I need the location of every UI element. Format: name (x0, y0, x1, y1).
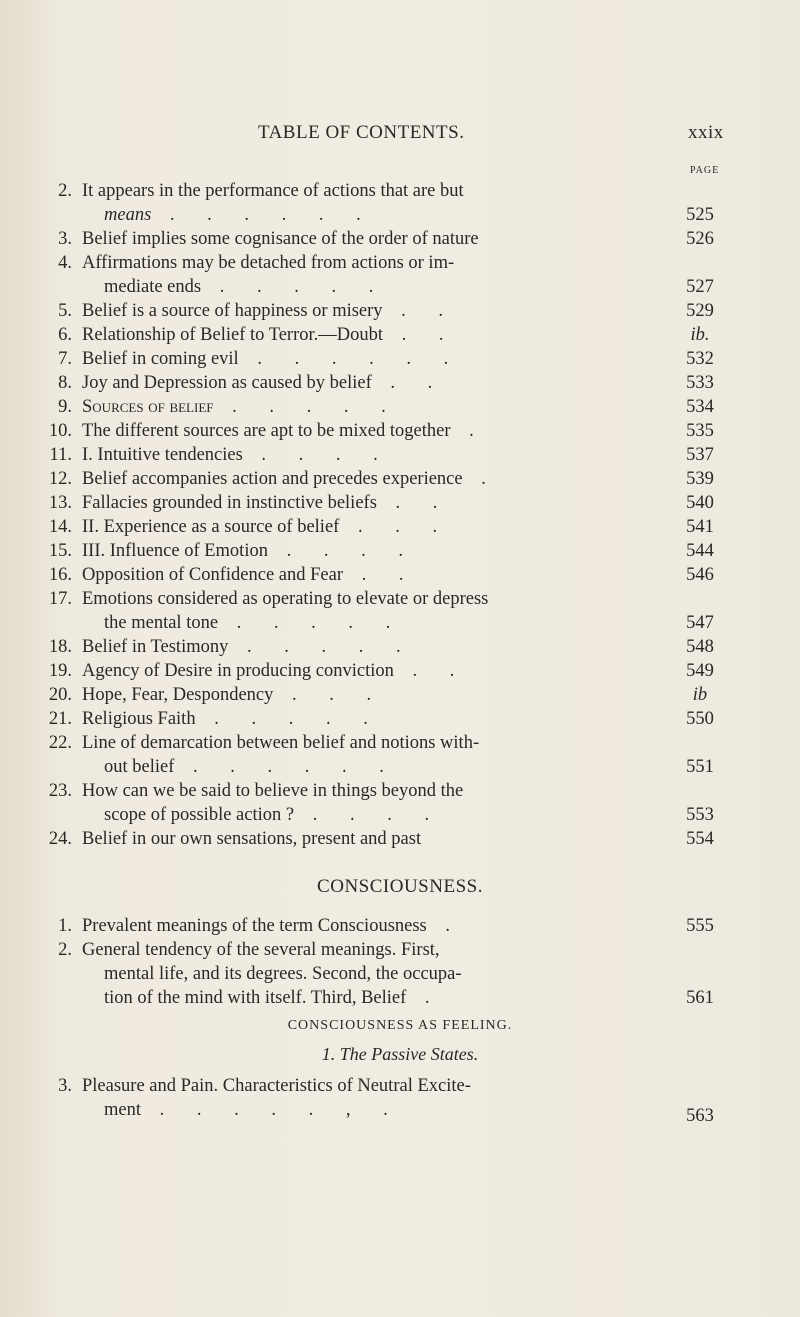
entry-page: 540 (686, 493, 714, 513)
entry-number: 8. (58, 373, 72, 393)
page-folio: xxix (688, 122, 724, 143)
page-column-label: PAGE (690, 165, 720, 176)
entry-page: 535 (686, 421, 714, 441)
entry-line: Relationship of Belief to Terror.—Doubt (82, 325, 383, 345)
entry-line: Line of demarcation between belief and notions with- (82, 733, 480, 753)
entry-text: Emotions considered as operating to elevate or depress (82, 589, 489, 609)
entry-line: Belief accompanies action and precedes experience (82, 469, 463, 489)
entry-line: ment (104, 1100, 141, 1120)
entry-text: Belief in coming evil . . . . . . (82, 349, 463, 369)
subsection-heading: CONSCIOUSNESS AS FEELING. (287, 1018, 513, 1033)
entry-text: Belief accompanies action and precedes experience . (82, 469, 500, 489)
entry-text (82, 827, 657, 851)
entry-number: 13. (48, 493, 72, 513)
entry-line: Prevalent meanings of the term Consciousness (82, 916, 427, 936)
entry-number: 7. (58, 349, 72, 369)
entry-text: Belief is a source of happiness or misery . . (82, 301, 458, 321)
entry-line: means (104, 205, 152, 225)
entry-page: 533 (686, 373, 714, 393)
entry-line: Hope, Fear, Despondency (82, 685, 274, 705)
entry-line: Pleasure and Pain. Characteristics of Neutral Excite- (82, 1076, 471, 1096)
entry-number: 21. (48, 709, 72, 729)
entry-line: The different sources are apt to be mixed together (82, 421, 451, 441)
entry-text: How can we be said to believe in things beyond the scope of possible action ? . . . . (82, 781, 464, 825)
entry-line: scope of possible action ? (104, 805, 295, 825)
entry-page: 527 (686, 277, 714, 297)
entry-line: Belief in our own sensations, present and past (82, 829, 422, 849)
entry-text: Hope, Fear, Despondency . . . (82, 685, 386, 705)
entry-number: 10. (48, 421, 72, 441)
entry-line: General tendency of the several meanings. First, (82, 940, 440, 960)
entry-page: 561 (686, 988, 714, 1008)
subsection-title: 1. The Passive States. (321, 1044, 479, 1064)
entry-number: 1. (58, 916, 72, 936)
entry-number: 3. (58, 229, 72, 249)
entry-text: It appears in the performance of actions that are but means . . . . . . (82, 181, 464, 225)
entry-page: 544 (686, 541, 714, 561)
entry-line: Belief in coming evil (82, 349, 239, 369)
entry-page: 534 (686, 397, 714, 417)
entry-text: General tendency of the several meanings. First, mental life, and its degrees. Second, the occupa- tion of the mind with itself. Third, Belief . (82, 938, 657, 1010)
entry-line: tion of the mind with itself. Third, Belief (104, 988, 407, 1008)
entry-text: II. Experience as a source of belief . . . (82, 517, 452, 537)
entry-text: Joy and Depression as caused by belief . . (82, 373, 447, 393)
entry-page: 550 (686, 709, 714, 729)
entry-page: 563 (686, 1106, 714, 1126)
entry-number: 5. (58, 301, 72, 321)
entry-number: 23. (48, 781, 72, 801)
entry-number: 12. (48, 469, 72, 489)
entry-page: 539 (686, 469, 714, 489)
entry-number: 14. (48, 517, 72, 537)
entry-number: 17. (48, 589, 72, 609)
entry-line: Belief in Testimony (82, 637, 229, 657)
entry-number: 20. (48, 685, 72, 705)
entry-line: Sources of belief (82, 397, 214, 417)
entry-line: I. Intuitive tendencies (82, 445, 243, 465)
entry-page: 548 (686, 637, 714, 657)
entry-text: Agency of Desire in producing conviction . . (82, 661, 469, 681)
entry-text: Line of demarcation between belief and notions with- out belief . . . . . . (82, 733, 480, 777)
entry-number: 18. (48, 637, 72, 657)
entry-number: 9. (58, 397, 72, 417)
entry-text: Belief in Testimony . . . . . (82, 637, 415, 657)
entry-text: Belief implies some cognisance of the order of nature (82, 229, 479, 249)
entry-page: 553 (686, 805, 714, 825)
entry-line: II. Experience as a source of belief (82, 517, 340, 537)
entry-text: Fallacies grounded in instinctive beliefs . . (82, 493, 452, 513)
entry-number: 24. (48, 829, 72, 849)
entry-number: 16. (48, 565, 72, 585)
entry-text: Affirmations may be detached from actions or im- mediate ends . . . . . (82, 253, 455, 297)
entry-line: out belief (104, 757, 175, 777)
section-heading: CONSCIOUSNESS. (317, 876, 483, 897)
entry-line: mediate ends (104, 277, 202, 297)
entry-page: ib (692, 685, 708, 705)
entry-text: Sources of belief . . . . . (82, 397, 400, 417)
entry-page: 555 (686, 916, 714, 936)
entry-number: 19. (48, 661, 72, 681)
entry-text: Relationship of Belief to Terror.—Doubt . . (82, 325, 458, 345)
entry-text: Pleasure and Pain. Characteristics of Neutral Excite- ment . . . . . , . (82, 1076, 471, 1120)
entry-page: 547 (686, 613, 714, 633)
entry-number: 22. (48, 733, 72, 753)
entry-line: Opposition of Confidence and Fear (82, 565, 343, 585)
running-head-title: TABLE OF CONTENTS. (258, 122, 465, 143)
entry-text: III. Influence of Emotion . . . . (82, 541, 417, 561)
entry-line: Belief is a source of happiness or misery (82, 301, 383, 321)
entry-page: 526 (686, 229, 714, 249)
entry-line: Religious Faith (82, 709, 196, 729)
entry-page: 541 (686, 517, 714, 537)
entry-line: mental life, and its degrees. Second, the occupa- (104, 964, 462, 984)
entry-number: 6. (58, 325, 72, 345)
entry-text: The different sources are apt to be mixed together . (82, 421, 488, 441)
entry-text: the mental tone . . . . . (104, 613, 405, 633)
entry-line: Agency of Desire in producing conviction (82, 661, 394, 681)
entry-number: 4. (58, 253, 72, 273)
running-head (0, 122, 800, 146)
entry-text: Opposition of Confidence and Fear . . (82, 565, 418, 585)
entry-page: 546 (686, 565, 714, 585)
entry-page: 551 (686, 757, 714, 777)
entry-page: 549 (686, 661, 714, 681)
entry-line: Affirmations may be detached from actions or im- (82, 253, 455, 273)
entry-page: 537 (686, 445, 714, 465)
entry-number: 3. (58, 1076, 72, 1096)
entry-page: ib. (690, 325, 710, 345)
entry-page: 554 (686, 829, 714, 849)
entry-line: the mental tone (104, 613, 219, 633)
entry-text: Prevalent meanings of the term Consciousness . (82, 916, 465, 936)
entry-line: III. Influence of Emotion (82, 541, 268, 561)
entry-number: 2. (58, 940, 72, 960)
entry-line: It appears in the performance of actions that are but (82, 181, 464, 201)
entry-page: 525 (686, 205, 714, 225)
entry-line: How can we be said to believe in things beyond the (82, 781, 464, 801)
entry-page: 529 (686, 301, 714, 321)
entry-number: 15. (48, 541, 72, 561)
entry-line: Fallacies grounded in instinctive beliefs (82, 493, 377, 513)
entry-page: 532 (686, 349, 714, 369)
entry-text: Religious Faith . . . . . (82, 709, 382, 729)
entry-number: 11. (49, 445, 72, 465)
entry-number: 2. (58, 181, 72, 201)
entry-text: I. Intuitive tendencies . . . . (82, 445, 392, 465)
entry-line: Joy and Depression as caused by belief (82, 373, 372, 393)
